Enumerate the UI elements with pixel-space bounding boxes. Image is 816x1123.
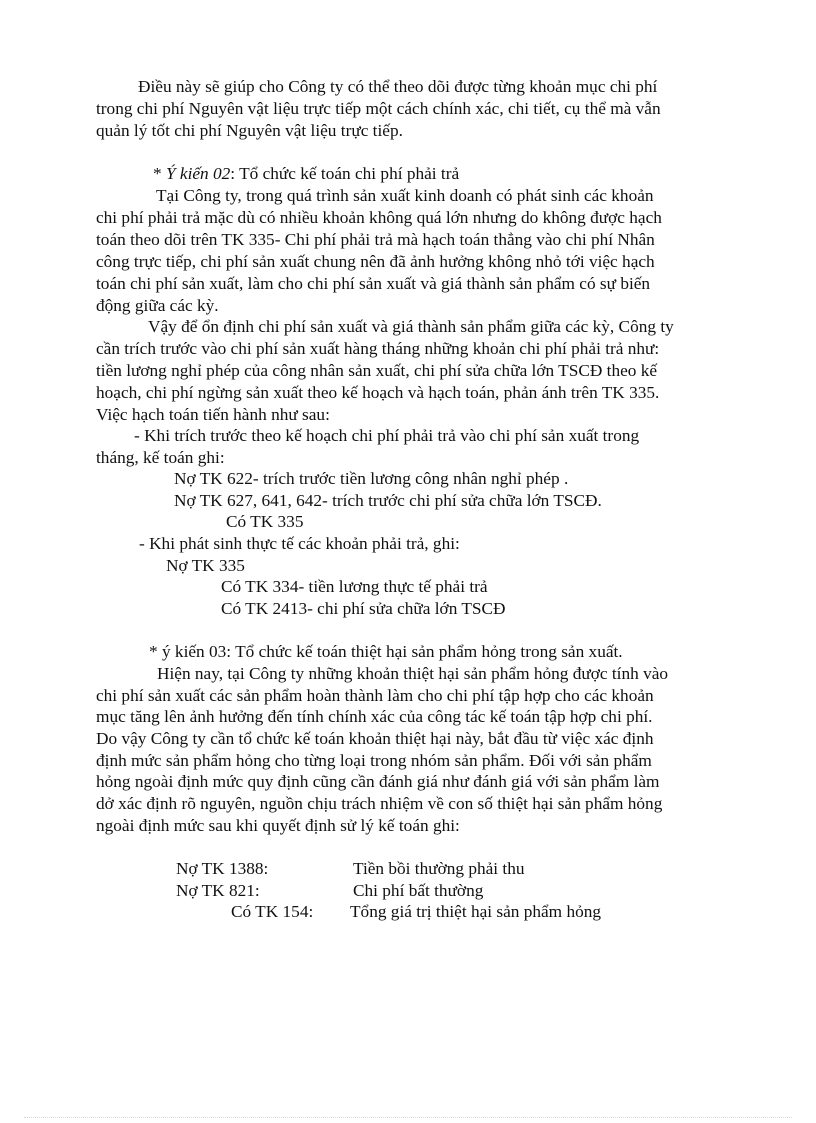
text-line: định mức sản phẩm hỏng cho từng loại trong nhóm sản phẩm. Đối với sản phẩm	[96, 751, 652, 770]
text-line: tiền lương nghỉ phép của công nhân sản xuất, chi phí sửa chữa lớn TSCĐ theo kế	[96, 361, 658, 380]
text-line: quản lý tốt chi phí Nguyên vật liệu trực tiếp.	[96, 121, 403, 140]
journal-entry: Nợ TK 335	[166, 556, 245, 575]
text-line: toán theo dõi trên TK 335- Chi phí phải trả mà hạch toán thẳng vào chi phí Nhân	[96, 230, 655, 249]
opinion-3-heading: * ý kiến 03: Tổ chức kế toán thiệt hại sản phẩm hỏng trong sản xuất.	[149, 642, 623, 661]
text-line: Điều này sẽ giúp cho Công ty có thể theo dõi được từng khoản mục chi phí	[138, 77, 658, 96]
text-line: ngoài định mức sau khi quyết định sử lý kế toán ghi:	[96, 816, 460, 835]
text-line: chi phí sản xuất các sản phẩm hoàn thành làm cho chi phí tập hợp cho các khoản	[96, 686, 654, 705]
text-line: công trực tiếp, chi phí sản xuất chung nên đã ảnh hưởng không nhỏ tới việc hạch	[96, 252, 655, 271]
journal-entry: Có TK 335	[226, 512, 304, 531]
entry-description: Chi phí bất thường	[353, 881, 484, 900]
journal-entry: Nợ TK 627, 641, 642- trích trước chi phí sửa chữa lớn TSCĐ.	[174, 491, 602, 510]
text-line: toán chi phí sản xuất, làm cho chi phí sản xuất và giá thành sản phẩm có sự biến	[96, 274, 651, 293]
journal-entry: Nợ TK 622- trích trước tiền lương công nhân nghỉ phép .	[174, 469, 569, 488]
entry-account: Có TK 154:	[231, 902, 314, 921]
text-line: cần trích trước vào chi phí sản xuất hàng tháng những khoản chi phí phải trả như:	[96, 339, 660, 358]
opinion-2-title: : Tổ chức kế toán chi phí phải trả	[230, 164, 460, 183]
text-line: Hiện nay, tại Công ty những khoản thiệt hại sản phẩm hỏng được tính vào	[157, 664, 669, 683]
entry-account: Nợ TK 821:	[176, 881, 260, 900]
opinion-2-label: Ý kiến 02	[165, 164, 231, 183]
page-bottom-border	[24, 1117, 792, 1118]
entry-description: Tiền bồi thường phải thu	[353, 859, 525, 878]
text-line: trong chi phí Nguyên vật liệu trực tiếp một cách chính xác, chi tiết, cụ thể mà vẫn	[96, 99, 661, 118]
text-line: mục tăng lên ảnh hưởng đến tính chính xác của công tác kế toán tập hợp chi phí.	[96, 707, 653, 726]
text-line: Vậy để ổn định chi phí sản xuất và giá thành sản phẩm giữa các kỳ, Công ty	[148, 317, 674, 336]
text-line: hoạch, chi phí ngừng sản xuất theo kế hoạch và hạch toán, phản ánh trên TK 335.	[96, 383, 660, 402]
text-line: - Khi phát sinh thực tế các khoản phải trả, ghi:	[139, 534, 460, 553]
journal-entry: Có TK 2413- chi phí sửa chữa lớn TSCĐ	[221, 599, 506, 618]
text-line: hỏng ngoài định mức quy định cũng cần đánh giá như đánh giá với sản phẩm làm	[96, 772, 660, 791]
bullet: *	[153, 164, 166, 183]
text-line: Do vậy Công ty cần tổ chức kế toán khoản thiệt hại này, bắt đầu từ việc xác định	[96, 729, 654, 748]
text-line: Tại Công ty, trong quá trình sản xuất kinh doanh có phát sinh các khoản	[156, 186, 654, 205]
text-line: tháng, kế toán ghi:	[96, 448, 225, 467]
opinion-2-heading	[153, 163, 459, 185]
text-line: Việc hạch toán tiến hành như sau:	[96, 405, 330, 424]
entry-account: Nợ TK 1388:	[176, 859, 269, 878]
text-line: - Khi trích trước theo kế hoạch chi phí phải trả vào chi phí sản xuất trong	[134, 426, 640, 445]
journal-entry: Có TK 334- tiền lương thực tế phải trả	[221, 577, 488, 596]
text-line: dở xác định rõ nguyên, nguồn chịu trách nhiệm về con số thiệt hại sản phẩm hỏng	[96, 794, 663, 813]
text-line: động giữa các kỳ.	[96, 296, 219, 315]
text-line: chi phí phải trả mặc dù có nhiều khoản không quá lớn nhưng do không được hạch	[96, 208, 662, 227]
entry-description: Tổng giá trị thiệt hại sản phẩm hỏng	[350, 902, 602, 921]
